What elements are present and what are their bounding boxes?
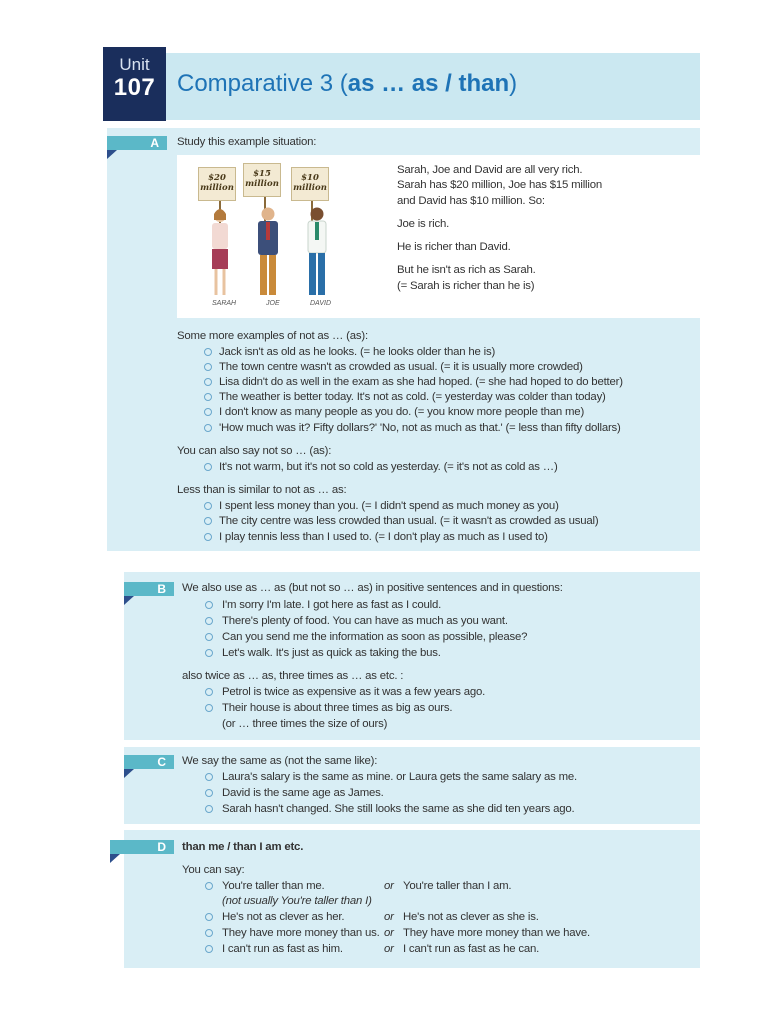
bullet-icon — [204, 348, 212, 356]
section-a-intro: Study this example situation: — [177, 136, 317, 148]
joe-tie — [266, 222, 270, 240]
bullet-icon — [205, 929, 213, 937]
example-not-as-rich-note: (= Sarah is richer than he is) — [397, 280, 535, 292]
bullet-icon — [205, 773, 213, 781]
more-example: Lisa didn't do as well in the exam as she had hoped. (= she had hoped to do better) — [219, 376, 623, 388]
more-example: I don't know as many people as you do. (= you know more people than me) — [219, 406, 585, 418]
sign-david-text: $10 million — [293, 173, 327, 193]
more-example: Jack isn't as old as he looks. (= he looks older than he is) — [219, 346, 496, 358]
sign-sarah — [198, 167, 236, 201]
less-than-example: The city centre was less crowded than usual. (= it wasn't as crowded as usual) — [219, 515, 599, 527]
bullet-icon — [205, 601, 213, 609]
bullet-icon — [204, 393, 212, 401]
sarah-top — [212, 223, 228, 249]
section-b-also-heading: also twice as … as, three times as … as etc. : — [182, 670, 404, 682]
title-suffix: ) — [509, 70, 518, 97]
section-c-item: Sarah hasn't changed. She still looks the same as she did ten years ago. — [222, 803, 575, 815]
unit-badge — [103, 47, 166, 121]
name-sarah: SARAH — [212, 300, 237, 307]
bullet-icon — [205, 945, 213, 953]
section-d-intro: You can say: — [182, 864, 245, 876]
section-d-right: I can't run as fast as he can. — [403, 943, 540, 955]
name-david: DAVID — [310, 300, 332, 307]
sarah-skirt — [212, 249, 228, 269]
bullet-icon — [204, 502, 212, 510]
section-d-left: They have more money than us. — [222, 927, 380, 939]
david-head — [311, 208, 324, 221]
section-b-tab: B — [124, 582, 174, 596]
unit-label: Unit — [119, 55, 150, 74]
section-c-heading: We say the same as (not the same like): — [182, 755, 378, 767]
section-d-heading: than me / than I am etc. — [182, 841, 304, 853]
situation-line-1: Sarah, Joe and David are all very rich. — [397, 164, 583, 176]
section-b-heading: We also use as … as (but not so … as) in positive sentences and in questions: — [182, 582, 563, 594]
david-leg — [318, 253, 325, 295]
example-rich: Joe is rich. — [397, 218, 450, 230]
section-d-right: You're taller than I am. — [403, 880, 512, 892]
more-example: The weather is better today. It's not as cold. (= yesterday was colder than today) — [219, 391, 606, 403]
bullet-icon — [204, 533, 212, 541]
section-c-item: Laura's salary is the same as mine. or Laura gets the same salary as me. — [222, 771, 577, 783]
joe-leg — [260, 255, 267, 295]
bullet-icon — [205, 649, 213, 657]
sarah-hair — [214, 209, 226, 220]
title-bold: as … as / than — [347, 70, 510, 97]
section-d-or: or — [384, 911, 394, 923]
less-than-heading: Less than is similar to not as … as: — [177, 484, 347, 496]
section-a-tab: A — [107, 136, 167, 150]
joe-leg — [269, 255, 276, 295]
section-b-also-item: Their house is about three times as big as ours. — [222, 702, 453, 714]
section-b-also-note: (or … three times the size of ours) — [222, 718, 388, 730]
bullet-icon — [205, 913, 213, 921]
sign-david — [291, 167, 329, 201]
david-leg — [309, 253, 316, 295]
joe-head — [262, 208, 275, 221]
section-d-right: They have more money than we have. — [403, 927, 590, 939]
more-example: 'How much was it? Fifty dollars?' 'No, not as much as that.' (= less than fifty dollars) — [219, 422, 621, 434]
bullet-icon — [205, 688, 213, 696]
page-title — [177, 70, 517, 98]
bullet-icon — [204, 363, 212, 371]
section-b-item: Can you send me the information as soon as possible, please? — [222, 631, 528, 643]
bullet-icon — [204, 463, 212, 471]
bullet-icon — [204, 424, 212, 432]
not-so-heading: You can also say not so … (as): — [177, 445, 332, 457]
bullet-icon — [205, 633, 213, 641]
sign-sarah-text: $20 million — [200, 173, 234, 193]
section-d-left: I can't run as fast as him. — [222, 943, 343, 955]
section-d-right: He's not as clever as she is. — [403, 911, 539, 923]
david-tie — [315, 222, 319, 240]
section-d-left: You're taller than me. — [222, 880, 325, 892]
example-richer: He is richer than David. — [397, 241, 511, 253]
section-b-item: Let's walk. It's just as quick as taking the bus. — [222, 647, 441, 659]
name-joe: JOE — [266, 300, 280, 307]
bullet-icon — [205, 882, 213, 890]
bullet-icon — [205, 805, 213, 813]
title-prefix: Comparative 3 ( — [177, 70, 348, 97]
section-c-item: David is the same age as James. — [222, 787, 384, 799]
section-d-tab: D — [110, 840, 174, 854]
bullet-icon — [204, 517, 212, 525]
situation-line-2: Sarah has $20 million, Joe has $15 million — [397, 179, 602, 191]
section-b-item: There's plenty of food. You can have as much as you want. — [222, 615, 508, 627]
section-d-left: He's not as clever as her. — [222, 911, 345, 923]
bullet-icon — [204, 378, 212, 386]
more-heading: Some more examples of not as … (as): — [177, 330, 368, 342]
section-d-or: or — [384, 927, 394, 939]
unit-number: 107 — [113, 74, 156, 101]
bullet-icon — [205, 789, 213, 797]
section-d-or: or — [384, 943, 394, 955]
example-not-as-rich: But he isn't as rich as Sarah. — [397, 264, 536, 276]
bullet-icon — [205, 704, 213, 712]
section-c-tab: C — [124, 755, 174, 769]
section-b-also-item: Petrol is twice as expensive as it was a few years ago. — [222, 686, 486, 698]
less-than-example: I spent less money than you. (= I didn't spend as much money as you) — [219, 500, 559, 512]
bullet-icon — [204, 408, 212, 416]
less-than-example: I play tennis less than I used to. (= I don't play as much as I used to) — [219, 531, 548, 543]
sign-joe-text: $15 million — [245, 169, 279, 189]
bullet-icon — [205, 617, 213, 625]
more-example: The town centre wasn't as crowded as usual. (= it is usually more crowded) — [219, 361, 583, 373]
situation-line-3: and David has $10 million. So: — [397, 195, 545, 207]
section-b-item: I'm sorry I'm late. I got here as fast as I could. — [222, 599, 442, 611]
section-d-or: or — [384, 880, 394, 892]
section-d-note: (not usually You're taller than I) — [222, 895, 372, 907]
sign-joe — [243, 163, 281, 197]
not-so-example: It's not warm, but it's not so cold as yesterday. (= it's not as cold as …) — [219, 461, 558, 473]
